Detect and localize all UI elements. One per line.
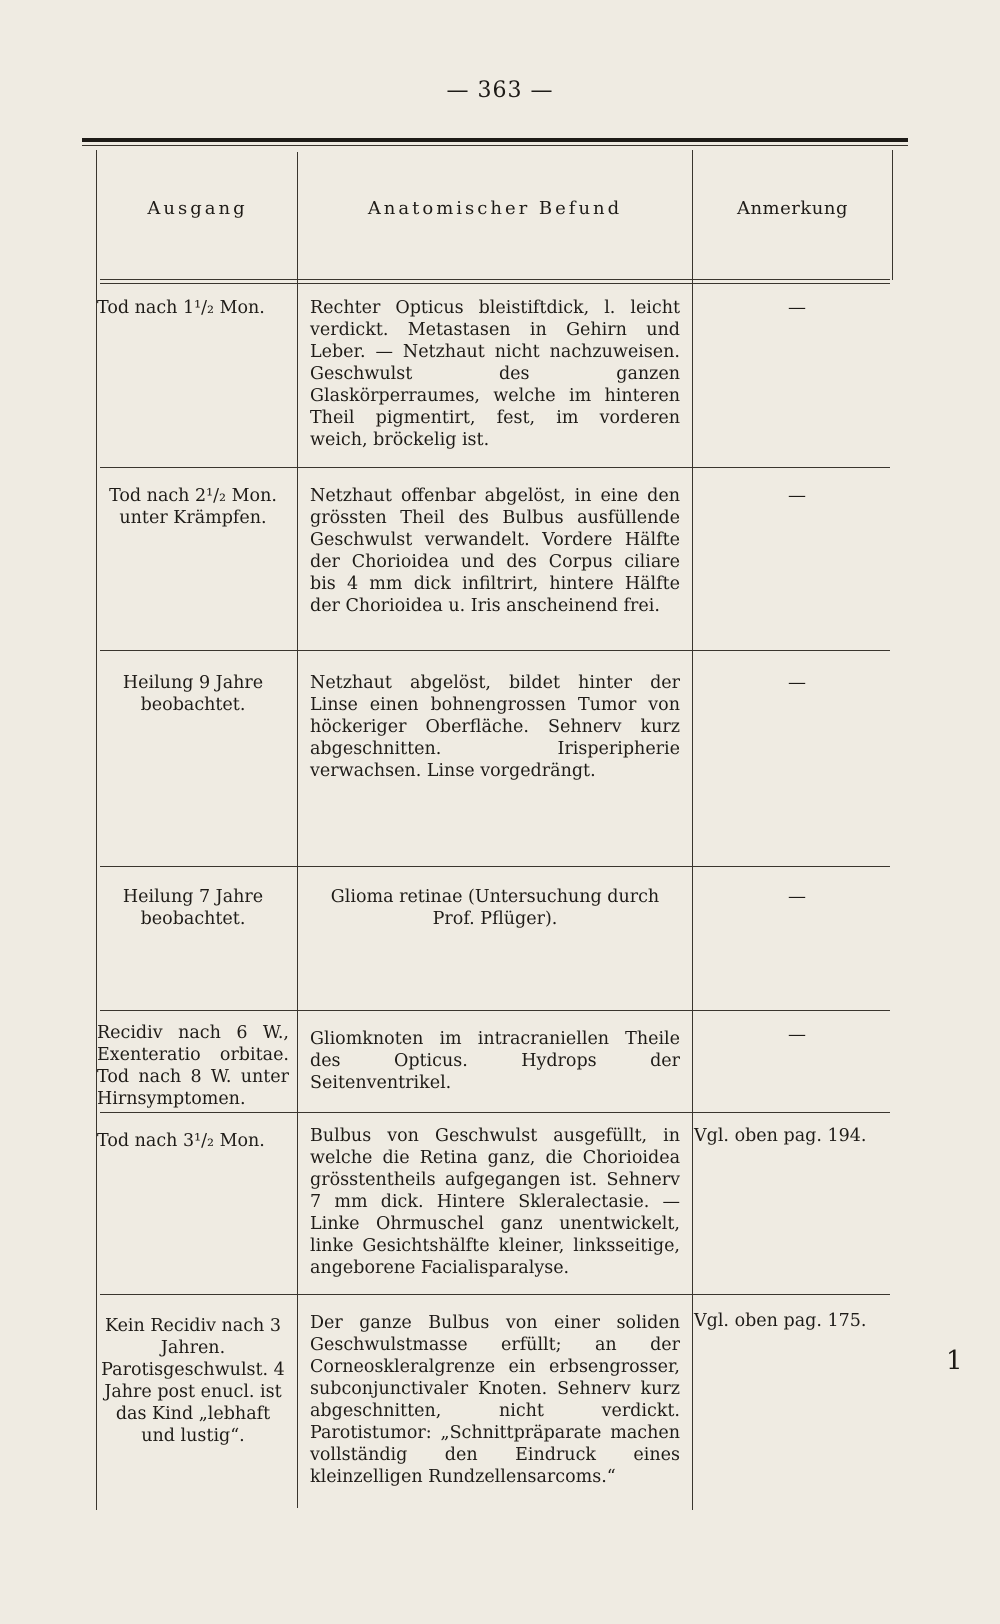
- header-ausgang: Ausgang: [147, 198, 248, 219]
- header-befund: Anatomischer Befund: [367, 198, 623, 219]
- column-divider-2: [692, 150, 693, 1510]
- row-6-ausgang: Tod nach 3¹/₂ Mon.: [97, 1131, 265, 1151]
- row-2-befund: Netzhaut offenbar abgelöst, in eine den grössten Theil des Bulbus ausfüllende Geschwulst verwandelt. Vordere Hälfte der Chorioidea und des Corpus ciliare bis 4 mm dick infiltrirt, hintere Hälfte der Chorioidea u. Iris anscheinend frei.: [310, 486, 680, 616]
- header-anmerkung: Anmerkung: [736, 198, 849, 219]
- row-3-ausgang: Heilung 9 Jahre beobachtet.: [122, 673, 264, 715]
- row-3-anmerkung: —: [788, 672, 806, 693]
- row-divider: [100, 467, 890, 468]
- row-6-befund: Bulbus von Geschwulst ausgefüllt, in welche die Retina ganz, die Chorioidea grösstentheils aufgegangen ist. Sehnerv 7 mm dick. Hintere Skleralectasie. — Linke Ohrmuschel ganz unentwickelt, linke Gesichtshälfte kleiner, linksseitige, angeborene Facialisparalyse.: [310, 1126, 680, 1278]
- row-divider: [100, 1294, 890, 1295]
- row-1-befund: Rechter Opticus bleistiftdick, l. leicht verdickt. Metastasen in Gehirn und Leber. — Netzhaut nicht nachzuweisen. Geschwulst des ganzen Glaskörperraumes, welche im hinteren Theil pigmentirt, fest, im vorderen weich, bröckelig ist.: [310, 298, 680, 450]
- column-divider-left: [96, 150, 97, 1510]
- row-5-anmerkung: —: [788, 1024, 806, 1045]
- row-divider: [100, 866, 890, 867]
- row-6-anmerkung: Vgl. oben pag. 194.: [694, 1126, 867, 1146]
- row-divider: [100, 1010, 890, 1011]
- top-rule: [82, 138, 908, 142]
- row-7-ausgang: Kein Recidiv nach 3 Jahren. Parotisgeschwulst. 4 Jahre post enucl. ist das Kind „lebhaft und lustig“.: [101, 1316, 285, 1446]
- column-divider-1: [297, 152, 298, 1508]
- row-7-anmerkung: Vgl. oben pag. 175.: [694, 1311, 867, 1331]
- row-divider: [100, 1112, 890, 1113]
- page-number: — 363 —: [446, 78, 554, 103]
- margin-mark: 1: [946, 1346, 963, 1376]
- row-5-befund: Gliomknoten im intracraniellen Theile des Opticus. Hydrops der Seitenventrikel.: [310, 1029, 680, 1093]
- header-rule: [100, 279, 890, 280]
- row-4-ausgang: Heilung 7 Jahre beobachtet.: [122, 887, 264, 929]
- row-4-befund: Glioma retinae (Untersuchung durch Prof. Pflüger).: [330, 887, 660, 929]
- row-7-befund: Der ganze Bulbus von einer soliden Geschwulstmasse erfüllt; an der Corneoskleralgrenze ein erbsengrosser, subconjunctivaler Knoten. Sehnerv kurz abgeschnitten, nicht verdickt. Parotistumor: „Schnittpräparate machen vollständig den Eindruck eines kleinzelligen Rundzellensarcoms.“: [310, 1313, 680, 1487]
- row-3-befund: Netzhaut abgelöst, bildet hinter der Linse einen bohnengrossen Tumor von höckeriger Oberfläche. Sehnerv kurz abgeschnitten. Irisperipherie verwachsen. Linse vorgedrängt.: [310, 673, 680, 781]
- row-5-ausgang: Recidiv nach 6 W., Exenteratio orbitae. Tod nach 8 W. unter Hirnsymptomen.: [97, 1023, 289, 1109]
- row-4-anmerkung: —: [788, 886, 806, 907]
- column-divider-right: [892, 150, 893, 280]
- top-rule-thin: [82, 145, 908, 146]
- row-2-ausgang: Tod nach 2¹/₂ Mon. unter Krämpfen.: [109, 486, 277, 528]
- header-rule-2: [100, 283, 890, 284]
- row-1-ausgang: Tod nach 1¹/₂ Mon.: [97, 298, 265, 318]
- row-1-anmerkung: —: [788, 297, 806, 318]
- row-divider: [100, 650, 890, 651]
- row-2-anmerkung: —: [788, 485, 806, 506]
